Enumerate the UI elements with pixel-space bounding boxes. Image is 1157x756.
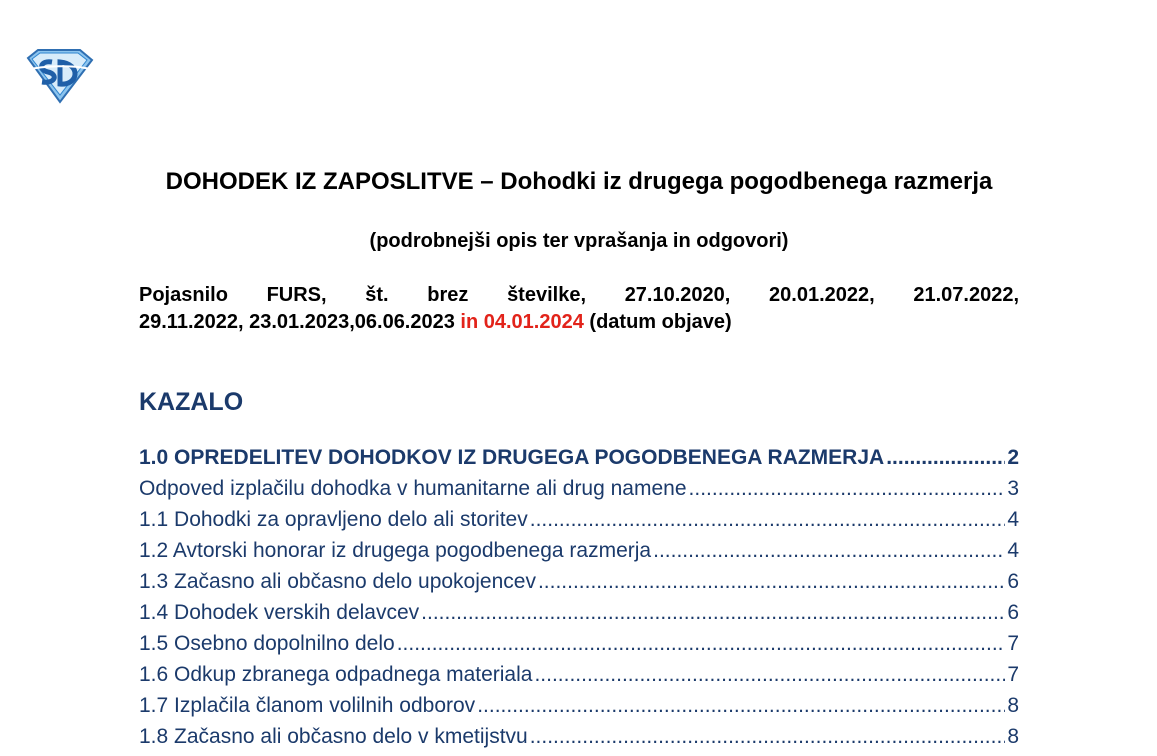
toc-leader-dots: [534, 663, 1005, 687]
toc-leader-dots: [653, 539, 1005, 563]
toc-leader-dots: [421, 601, 1005, 625]
clarification-word: številke,: [507, 284, 587, 306]
toc-entry[interactable]: [139, 539, 1019, 570]
toc-entry[interactable]: [139, 570, 1019, 601]
toc-entry-page: 6: [1007, 570, 1019, 593]
clarification-word: FURS,: [266, 284, 327, 306]
toc-entry[interactable]: [139, 477, 1019, 508]
toc-entry-page: 7: [1007, 632, 1019, 655]
toc-entry[interactable]: [139, 446, 1019, 477]
toc-heading: KAZALO: [139, 388, 244, 416]
toc-entry-page: 4: [1007, 508, 1019, 531]
clarification-note: (datum objave): [589, 311, 732, 333]
toc-entry-page: 7: [1007, 663, 1019, 686]
toc-entry-label: Odpoved izplačilu dohodka v humanitarne ali drug namene: [139, 477, 687, 500]
clarification-word: 21.07.2022,: [913, 284, 1019, 306]
toc-leader-dots: [538, 570, 1005, 594]
clarification-dates: 29.11.2022, 23.01.2023,06.06.2023: [139, 311, 455, 333]
document-subtitle: (podrobnejši opis ter vprašanja in odgovori): [369, 230, 789, 252]
clarification-line-1: [139, 282, 1019, 309]
clarification-latest-date: in 04.01.2024: [460, 311, 584, 333]
toc-entry-label: 1.5 Osebno dopolnilno delo: [139, 632, 395, 655]
clarification-word: 27.10.2020,: [624, 284, 731, 306]
toc-leader-dots: [689, 477, 1006, 501]
toc-entry[interactable]: [139, 508, 1019, 539]
clarification-block: [139, 282, 1019, 336]
table-of-contents: [139, 446, 1019, 756]
toc-leader-dots: [397, 632, 1006, 656]
toc-entry-page: 6: [1007, 601, 1019, 624]
toc-entry[interactable]: [139, 694, 1019, 725]
toc-entry-label: 1.8 Začasno ali občasno delo v kmetijstvu: [139, 725, 528, 748]
toc-leader-dots: [530, 508, 1006, 532]
toc-entry-page: 8: [1007, 725, 1019, 748]
clarification-word: 20.01.2022,: [769, 284, 875, 306]
sd-diamond-logo-icon: [22, 48, 96, 104]
toc-leader-dots: [530, 725, 1006, 749]
toc-entry-page: 3: [1007, 477, 1019, 500]
toc-leader-dots: [886, 446, 1005, 470]
toc-entry[interactable]: [139, 663, 1019, 694]
toc-entry-label: 1.1 Dohodki za opravljeno delo ali storitev: [139, 508, 528, 531]
toc-entry-label: 1.6 Odkup zbranega odpadnega materiala: [139, 663, 533, 686]
toc-leader-dots: [477, 694, 1005, 718]
toc-entry-page: 2: [1007, 446, 1019, 469]
toc-entry-label: 1.0 OPREDELITEV DOHODKOV IZ DRUGEGA POGODBENEGA RAZMERJA: [139, 446, 885, 469]
toc-entry[interactable]: [139, 725, 1019, 756]
toc-entry-label: 1.4 Dohodek verskih delavcev: [139, 601, 420, 624]
clarification-line-2: [139, 309, 1019, 336]
toc-entry-page: 4: [1007, 539, 1019, 562]
document-title: DOHODEK IZ ZAPOSLITVE – Dohodki iz drugega pogodbenega razmerja: [165, 168, 993, 195]
toc-entry-label: 1.7 Izplačila članom volilnih odborov: [139, 694, 476, 717]
clarification-word: Pojasnilo: [139, 284, 228, 306]
toc-entry[interactable]: [139, 601, 1019, 632]
toc-entry[interactable]: [139, 632, 1019, 663]
clarification-word: št.: [365, 284, 389, 306]
toc-entry-label: 1.3 Začasno ali občasno delo upokojencev: [139, 570, 536, 593]
clarification-word: brez: [427, 284, 469, 306]
toc-entry-page: 8: [1007, 694, 1019, 717]
toc-entry-label: 1.2 Avtorski honorar iz drugega pogodbenega razmerja: [139, 539, 652, 562]
